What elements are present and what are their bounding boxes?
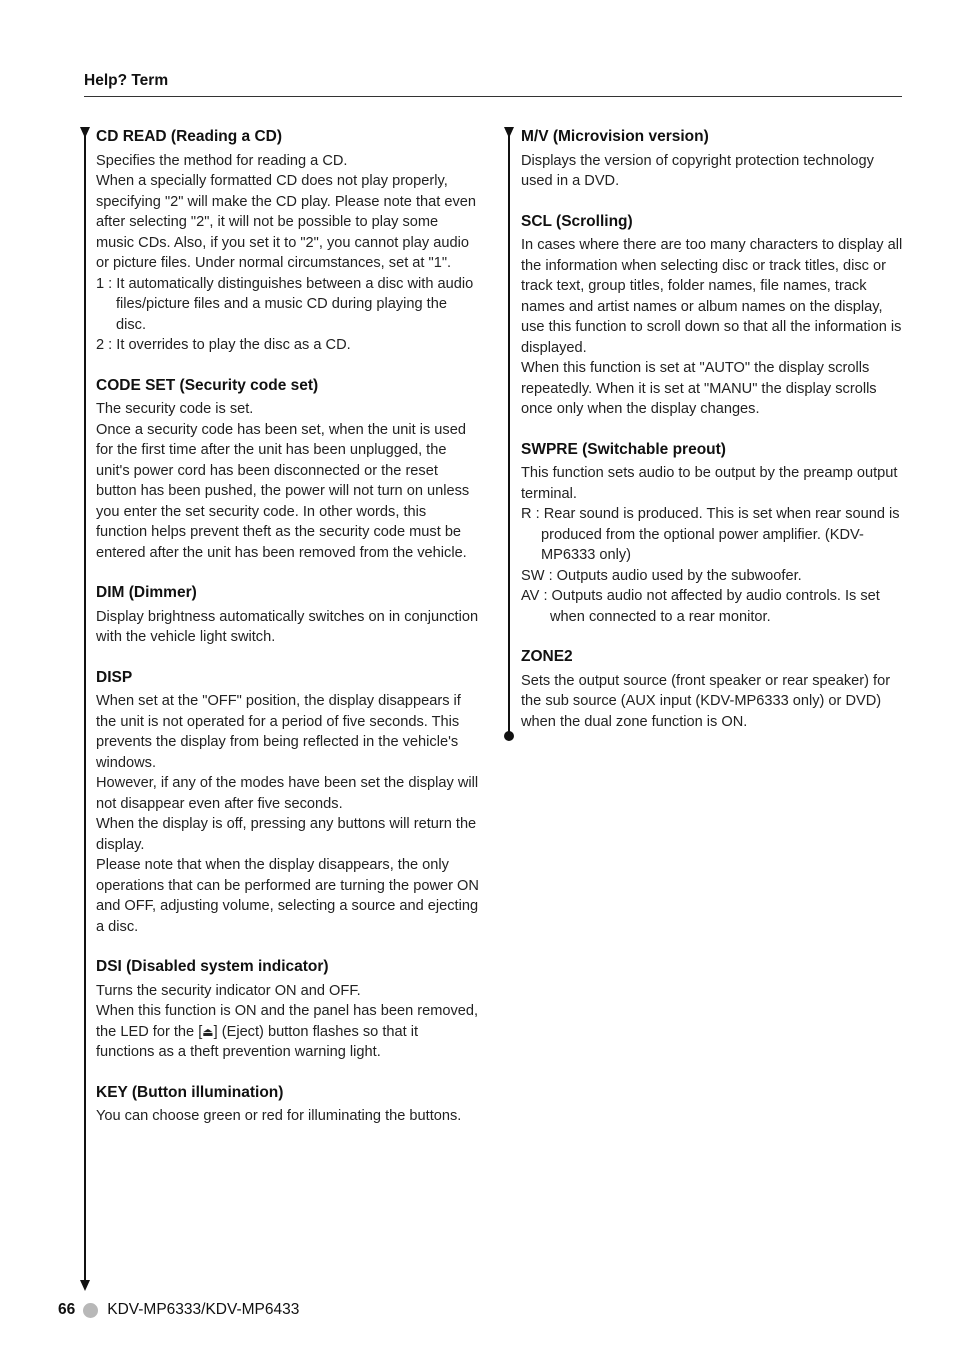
term-key <box>96 1083 480 1127</box>
term-title: CODE SET (Security code set) <box>96 376 319 394</box>
left-column-rule <box>84 134 86 1282</box>
right-end-dot-icon <box>504 731 514 741</box>
term-cd-read <box>96 127 480 356</box>
left-end-triangle-icon <box>80 1280 90 1291</box>
option-item: SW : Outputs audio used by the subwoofer. <box>521 567 802 584</box>
term-description <box>96 1001 480 1063</box>
term-title: M/V (Microvision version) <box>521 128 709 145</box>
term-zone2 <box>521 647 905 732</box>
term-title: SCL (Scrolling) <box>521 212 633 230</box>
term-description: Display brightness automatically switches on in conjunction with the vehicle light switch. <box>96 608 479 645</box>
term-scl <box>521 212 905 420</box>
term-description: Please note that when the display disappears, the only operations that can be performed are turning the power ON and OFF, adjusting volume, selecting a source and ejecting a disc. <box>96 857 479 935</box>
option-item: 1 : It automatically distinguishes between a disc with audio files/picture files and a music CD during playing the disc. <box>96 275 474 333</box>
model-name: KDV-MP6333/KDV-MP6433 <box>107 1301 300 1318</box>
term-title: CD READ (Reading a CD) <box>96 128 283 145</box>
page-number: 66 <box>58 1301 76 1318</box>
term-description: In cases where there are too many characters to display all the information when selecting disc or track titles, disc or track text, group titles, folder names, file names, track names and artist names or album names on the display, use this function to scroll down so that all the information is displayed. <box>521 237 903 356</box>
term-swpre <box>521 440 905 628</box>
term-title: SWPRE (Switchable preout) <box>521 440 726 458</box>
term-description: When set at the "OFF" position, the display disappears if the unit is not operated for a period of five seconds. This prevents the display from being reflected in the vehicle's windows. <box>96 693 461 771</box>
term-description: Displays the version of copyright protection technology used in a DVD. <box>521 152 874 189</box>
left-column <box>96 127 480 1147</box>
term-title: DISP <box>96 668 133 686</box>
term-description: When the display is off, pressing any buttons will return the display. <box>96 816 477 853</box>
page-footer <box>58 1301 299 1319</box>
term-description: Specifies the method for reading a CD. <box>96 152 348 169</box>
term-title: ZONE2 <box>521 648 573 665</box>
eject-text-before: When this function is ON and the panel has been removed, the LED for the [ <box>96 1003 479 1040</box>
option-item: R : Rear sound is produced. This is set when rear sound is produced from the optional power amplifier. (KDV-MP6333 only) <box>521 506 900 563</box>
term-dim <box>96 583 480 648</box>
term-description: Turns the security indicator ON and OFF. <box>96 982 361 999</box>
term-title: DIM (Dimmer) <box>96 584 197 601</box>
term-description: This function sets audio to be output by the preamp output terminal. <box>521 465 898 502</box>
right-column-rule <box>508 134 510 734</box>
eject-text-after: ] (Eject) button flashes so that it functions as a theft prevention warning light. <box>96 1023 419 1060</box>
term-code-set <box>96 376 480 564</box>
term-description: When this function is set at "AUTO" the display scrolls repeatedly. When it is set at "MANU" the display scrolls once only when the display changes. <box>521 360 877 417</box>
option-item: 2 : It overrides to play the disc as a CD. <box>96 337 351 353</box>
term-description: Sets the output source (front speaker or rear speaker) for the sub source (AUX input (KDV-MP6333 only) or DVD) when the dual zone function is ON. <box>521 672 891 730</box>
eject-icon: ⏏ <box>202 1024 214 1039</box>
term-description: However, if any of the modes have been set the display will not disappear even after five seconds. <box>96 775 479 812</box>
term-title: KEY (Button illumination) <box>96 1083 284 1101</box>
term-description: The security code is set. <box>96 401 254 417</box>
right-column <box>521 127 905 752</box>
term-disp <box>96 668 480 938</box>
term-title: DSI (Disabled system indicator) <box>96 958 329 975</box>
term-description: You can choose green or red for illuminating the buttons. <box>96 1108 462 1124</box>
page-header-title: Help? Term <box>84 72 169 89</box>
term-dsi <box>96 957 480 1063</box>
option-item: AV : Outputs audio not affected by audio controls. Is set when connected to a rear monitor. <box>521 588 880 625</box>
term-mv <box>521 127 905 192</box>
term-description: When a specially formatted CD does not play properly, specifying "2" will make the CD play. Please note that even after selecting "2", it will not be possible to play some music CDs. Also, if you set it to "2", you cannot play audio or picture files. Under normal circumstances, set at "1". <box>96 173 476 271</box>
header-rule <box>84 96 902 97</box>
term-description: Once a security code has been set, when the unit is used for the first time after the unit has been unplugged, the unit's power cord has been disconnected or the reset button has been pushed, the power will not turn on unless you enter the set security code. In other words, this function helps prevent theft as the security code must be entered after the unit has been removed from the vehicle. <box>96 421 470 561</box>
footer-circle-icon <box>83 1303 98 1318</box>
